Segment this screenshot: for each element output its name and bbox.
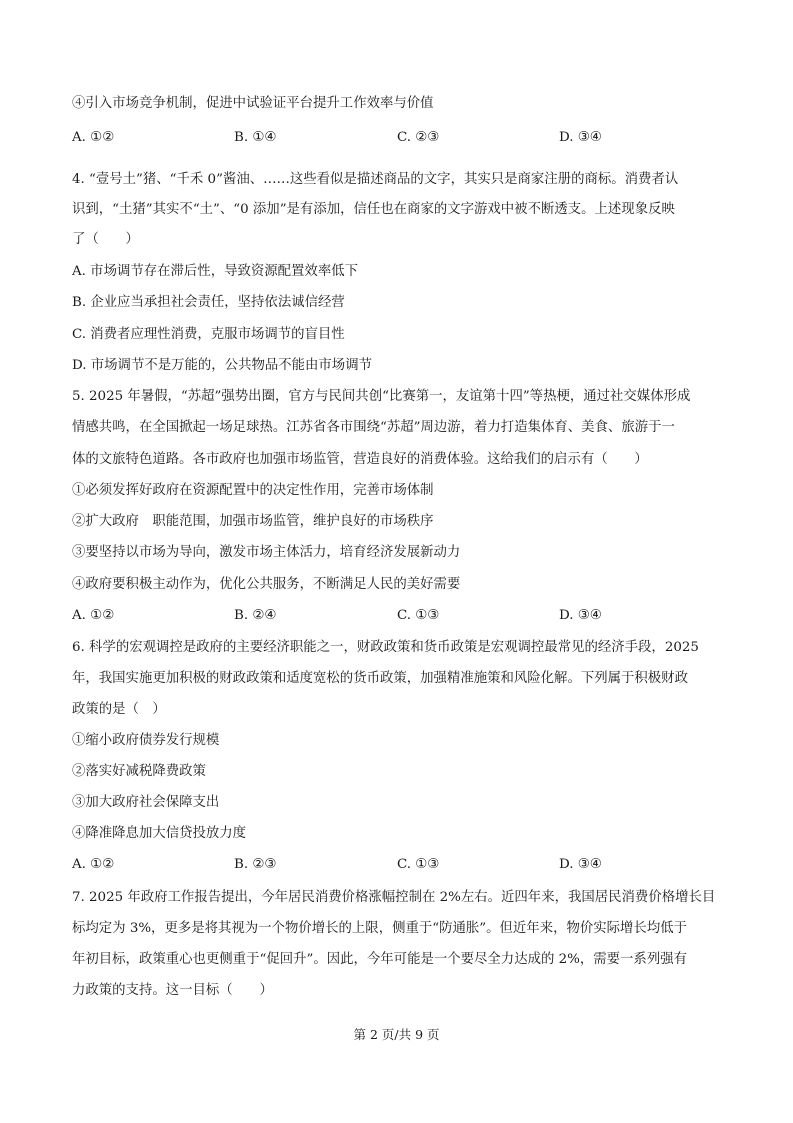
option-c: C. ②③ [397,130,440,145]
option-d: D. ③④ [559,857,602,872]
q7-stem-line-4: 力政策的支持。这一目标（ ） [72,983,273,998]
q5-statement-3: ③要坚持以市场为导向，激发市场主体活力，培育经济发展新动力 [72,545,461,560]
q6-stem-line-2: 年，我国实施更加积极的财政政策和适度宽松的货币政策，加强精准施策和风险化解。下列属于积极财政 [72,671,688,686]
q5-stem-line-3: 体的文旅特色道路。各市政府也加强市场监管，营造良好的消费体验。这给我们的启示有（ ） [72,452,648,467]
q6-stem-line-3: 政策的是（ ） [72,702,166,717]
q4-stem-line-1: 4. “壹号土”猪、“千禾 0”酱油、……这些看似是描述商品的文字，其实只是商家注册的商标。消费者认 [72,172,679,187]
q6-statement-3: ③加大政府社会保障支出 [72,795,220,810]
q4-option-a: A. 市场调节存在滞后性，导致资源配置效率低下 [72,264,358,279]
q4-option-c: C. 消费者应理性消费，克服市场调节的盲目性 [72,327,345,342]
option-a: A. ①② [72,608,115,623]
q7-stem-line-2: 标均定为 3%，更多是将其视为一个物价增长的上限，侧重于“防通胀”。但近年来，物价实际增长均低于 [72,921,687,936]
option-b: B. ②④ [234,608,277,623]
q4-stem-line-2: 识到，“土猪”其实不“土”、“0 添加”是有添加，信任也在商家的文字游戏中被不断透支。上述现象反映 [72,202,675,217]
q5-statement-4: ④政府要积极主动作为，优化公共服务，不断满足人民的美好需要 [72,577,461,592]
option-b: B. ②③ [234,857,277,872]
q5-stem-line-2: 情感共鸣，在全国掀起一场足球热。江苏省各市围绕“苏超”周边游，着力打造集体育、美食、旅游于一 [72,420,675,435]
option-d: D. ③④ [559,130,602,145]
page-number-footer: 第 2 页/共 9 页 [353,1027,440,1042]
option-d: D. ③④ [559,608,602,623]
q7-stem-line-3: 年初目标，政策重心也更侧重于“促回升”。因此，今年可能是一个要尽全力达成的 2%，需要一系列强有 [72,952,687,967]
q4-option-b: B. 企业应当承担社会责任，坚持依法诚信经营 [72,295,345,310]
q7-stem-line-1: 7. 2025 年政府工作报告提出，今年居民消费价格涨幅控制在 2%左右。近四年来，我国居民消费价格增长目 [72,890,716,905]
q6-stem-line-1: 6. 科学的宏观调控是政府的主要经济职能之一，财政政策和货币政策是宏观调控最常见的经济手段，2025 [72,640,699,655]
option-a: A. ①② [72,857,115,872]
q6-statement-1: ①缩小政府债券发行规模 [72,733,220,748]
option-a: A. ①② [72,130,115,145]
q4-option-d: D. 市场调节不是万能的，公共物品不能由市场调节 [72,358,372,373]
option-c: C. ①③ [397,608,440,623]
q5-statement-1: ①必须发挥好政府在资源配置中的决定性作用，完善市场体制 [72,483,434,498]
q5-options [72,606,722,626]
q3-options [72,128,722,148]
q5-stem-line-1: 5. 2025 年暑假，“苏超”强势出圈，官方与民间共创“比赛第一，友谊第十四”等热梗，通过社交媒体形成 [72,389,691,404]
option-c: C. ①③ [397,857,440,872]
q6-statement-4: ④降准降息加大信贷投放力度 [72,826,247,841]
q4-stem-line-3: 了（ ） [72,232,139,247]
option-b: B. ①④ [234,130,277,145]
q3-statement-4: ④引入市场竞争机制，促进中试验证平台提升工作效率与价值 [72,96,434,111]
q6-statement-2: ②落实好减税降费政策 [72,764,206,779]
q6-options [72,855,722,875]
q5-statement-2: ②扩大政府 职能范围，加强市场监管，维护良好的市场秩序 [72,514,434,529]
